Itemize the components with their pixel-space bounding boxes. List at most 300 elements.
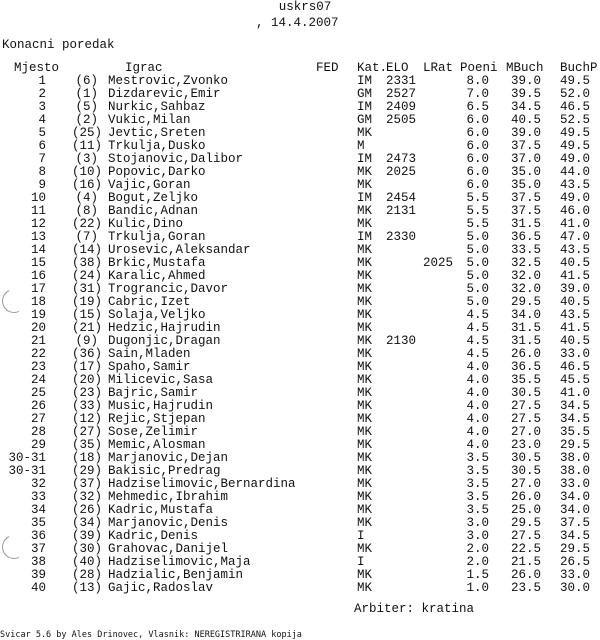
points-cell: 3.0 (466, 516, 489, 530)
player-name-cell: Bakisic,Predrag (108, 464, 221, 478)
column-header-row (0, 61, 598, 75)
start-number-cell: (36) (72, 347, 103, 361)
player-name-cell: Urosevic,Aleksandar (108, 243, 251, 257)
points-cell: 4.0 (466, 438, 489, 452)
player-name-cell: Solaja,Veljko (108, 308, 206, 322)
rank-cell: 16 (30, 269, 46, 283)
start-number-cell: (14) (72, 243, 103, 257)
elo-cell: 2527 (386, 87, 417, 101)
median-buchholz-cell: 35.5 (510, 373, 541, 387)
start-number-cell: (6) (75, 74, 98, 88)
elo-cell: 2409 (386, 100, 417, 114)
col-lrat-header: LRat (423, 61, 454, 75)
median-buchholz-cell: 34.0 (510, 308, 541, 322)
points-cell: 3.5 (466, 464, 489, 478)
category-cell: MK (357, 217, 373, 231)
buchholz-cell: 38.0 (560, 451, 591, 465)
start-number-cell: (24) (72, 269, 103, 283)
start-number-cell: (23) (72, 386, 103, 400)
rank-cell: 13 (30, 230, 46, 244)
rank-cell: 2 (38, 87, 46, 101)
start-number-cell: (38) (72, 256, 103, 270)
start-number-cell: (20) (72, 373, 103, 387)
start-number-cell: (16) (72, 178, 103, 192)
points-cell: 2.0 (466, 555, 489, 569)
category-cell: MK (357, 581, 373, 595)
rank-cell: 33 (30, 490, 46, 504)
col-rank-header: Mjesto (14, 61, 60, 75)
rank-cell: 5 (38, 126, 46, 140)
median-buchholz-cell: 25.0 (510, 503, 541, 517)
buchholz-cell: 33.0 (560, 347, 591, 361)
col-player-header: Igrac (125, 61, 163, 75)
buchholz-cell: 41.0 (560, 217, 591, 231)
points-cell: 5.5 (466, 191, 489, 205)
category-cell: MK (357, 451, 373, 465)
elo-cell: 2505 (386, 113, 417, 127)
player-name-cell: Rejic,Stjepan (108, 412, 206, 426)
rank-cell: 22 (30, 347, 46, 361)
points-cell: 6.0 (466, 113, 489, 127)
start-number-cell: (15) (72, 308, 103, 322)
start-number-cell: (25) (72, 126, 103, 140)
median-buchholz-cell: 26.0 (510, 347, 541, 361)
median-buchholz-cell: 40.5 (510, 113, 541, 127)
rank-cell: 30-31 (8, 464, 46, 478)
median-buchholz-cell: 31.5 (510, 321, 541, 335)
category-cell: MK (357, 126, 373, 140)
start-number-cell: (18) (72, 451, 103, 465)
start-number-cell: (4) (75, 191, 98, 205)
points-cell: 5.0 (466, 256, 489, 270)
buchholz-cell: 47.0 (560, 230, 591, 244)
median-buchholz-cell: 39.0 (510, 126, 541, 140)
rank-cell: 30-31 (8, 451, 46, 465)
category-cell: MK (357, 399, 373, 413)
median-buchholz-cell: 37.5 (510, 139, 541, 153)
col-buch-header: BuchP (560, 61, 598, 75)
rank-cell: 10 (30, 191, 46, 205)
buchholz-cell: 40.5 (560, 295, 591, 309)
category-cell: IM (357, 152, 373, 166)
rank-cell: 29 (30, 438, 46, 452)
buchholz-cell: 40.5 (560, 256, 591, 270)
rank-cell: 18 (30, 295, 46, 309)
category-cell: MK (357, 425, 373, 439)
start-number-cell: (2) (75, 113, 98, 127)
median-buchholz-cell: 32.0 (510, 282, 541, 296)
player-name-cell: Kadric,Denis (108, 529, 199, 543)
median-buchholz-cell: 27.0 (510, 425, 541, 439)
player-name-cell: Grahovac,Danijel (108, 542, 229, 556)
start-number-cell: (22) (72, 217, 103, 231)
player-name-cell: Marjanovic,Denis (108, 516, 229, 530)
category-cell: IM (357, 74, 373, 88)
start-number-cell: (30) (72, 542, 103, 556)
rank-cell: 7 (38, 152, 46, 166)
player-name-cell: Kadric,Mustafa (108, 503, 214, 517)
buchholz-cell: 49.0 (560, 152, 591, 166)
buchholz-cell: 44.0 (560, 165, 591, 179)
start-number-cell: (3) (75, 152, 98, 166)
points-cell: 4.5 (466, 334, 489, 348)
start-number-cell: (27) (72, 425, 103, 439)
median-buchholz-cell: 26.0 (510, 490, 541, 504)
elo-cell: 2130 (386, 334, 417, 348)
player-name-cell: Hedzic,Hajrudin (108, 321, 221, 335)
col-mbuch-header: MBuch (506, 61, 544, 75)
rank-cell: 34 (30, 503, 46, 517)
elo-cell: 2331 (386, 74, 417, 88)
player-name-cell: Kulic,Dino (108, 217, 184, 231)
buchholz-cell: 40.5 (560, 334, 591, 348)
player-name-cell: Dizdarevic,Emir (108, 87, 221, 101)
buchholz-cell: 29.5 (560, 438, 591, 452)
start-number-cell: (37) (72, 477, 103, 491)
buchholz-cell: 49.5 (560, 139, 591, 153)
category-cell: I (357, 529, 365, 543)
start-number-cell: (13) (72, 581, 103, 595)
category-cell: MK (357, 490, 373, 504)
rank-cell: 15 (30, 256, 46, 270)
median-buchholz-cell: 36.5 (510, 230, 541, 244)
category-cell: IM (357, 100, 373, 114)
buchholz-cell: 33.0 (560, 568, 591, 582)
median-buchholz-cell: 22.5 (510, 542, 541, 556)
col-points-header: Poeni (460, 61, 498, 75)
player-name-cell: Trkulja,Dusko (108, 139, 206, 153)
points-cell: 5.0 (466, 282, 489, 296)
tournament-title: uskrs07 (278, 0, 332, 14)
buchholz-cell: 34.0 (560, 503, 591, 517)
buchholz-cell: 43.5 (560, 243, 591, 257)
median-buchholz-cell: 35.0 (510, 178, 541, 192)
median-buchholz-cell: 21.5 (510, 555, 541, 569)
points-cell: 4.0 (466, 386, 489, 400)
buchholz-cell: 30.0 (560, 581, 591, 595)
median-buchholz-cell: 33.5 (510, 243, 541, 257)
player-name-cell: Bogut,Zeljko (108, 191, 199, 205)
category-cell: GM (357, 113, 373, 127)
points-cell: 4.0 (466, 399, 489, 413)
rank-cell: 23 (30, 360, 46, 374)
player-name-cell: Vajic,Goran (108, 178, 191, 192)
category-cell: MK (357, 308, 373, 322)
category-cell: IM (357, 191, 373, 205)
buchholz-cell: 43.5 (560, 178, 591, 192)
category-cell: MK (357, 373, 373, 387)
category-cell: MK (357, 568, 373, 582)
player-name-cell: Milicevic,Sasa (108, 373, 214, 387)
median-buchholz-cell: 32.5 (510, 256, 541, 270)
section-title: Konacni poredak (2, 38, 115, 52)
start-number-cell: (31) (72, 282, 103, 296)
points-cell: 7.0 (466, 87, 489, 101)
rank-cell: 21 (30, 334, 46, 348)
points-cell: 6.0 (466, 152, 489, 166)
category-cell: MK (357, 360, 373, 374)
buchholz-cell: 43.5 (560, 308, 591, 322)
points-cell: 5.0 (466, 230, 489, 244)
rank-cell: 3 (38, 100, 46, 114)
median-buchholz-cell: 27.0 (510, 477, 541, 491)
buchholz-cell: 34.0 (560, 490, 591, 504)
start-number-cell: (12) (72, 412, 103, 426)
median-buchholz-cell: 31.5 (510, 217, 541, 231)
player-name-cell: Hadziselimovic,Maja (108, 555, 251, 569)
player-name-cell: Karalic,Ahmed (108, 269, 206, 283)
buchholz-cell: 41.5 (560, 269, 591, 283)
median-buchholz-cell: 29.5 (510, 516, 541, 530)
median-buchholz-cell: 37.0 (510, 152, 541, 166)
category-cell: MK (357, 321, 373, 335)
rank-cell: 36 (30, 529, 46, 543)
start-number-cell: (10) (72, 165, 103, 179)
col-elo-header: ELO (386, 61, 409, 75)
points-cell: 6.0 (466, 139, 489, 153)
rank-cell: 20 (30, 321, 46, 335)
category-cell: MK (357, 516, 373, 530)
player-name-cell: Sain,Mladen (108, 347, 191, 361)
player-name-cell: Cabric,Izet (108, 295, 191, 309)
buchholz-cell: 29.5 (560, 542, 591, 556)
rank-cell: 24 (30, 373, 46, 387)
start-number-cell: (8) (75, 204, 98, 218)
local-rating-cell: 2025 (423, 256, 454, 270)
points-cell: 5.0 (466, 295, 489, 309)
points-cell: 1.5 (466, 568, 489, 582)
start-number-cell: (26) (72, 503, 103, 517)
category-cell: MK (357, 256, 373, 270)
rank-cell: 4 (38, 113, 46, 127)
buchholz-cell: 46.5 (560, 100, 591, 114)
median-buchholz-cell: 23.5 (510, 581, 541, 595)
points-cell: 6.0 (466, 165, 489, 179)
points-cell: 4.5 (466, 347, 489, 361)
points-cell: 3.5 (466, 477, 489, 491)
start-number-cell: (29) (72, 464, 103, 478)
start-number-cell: (28) (72, 568, 103, 582)
elo-cell: 2330 (386, 230, 417, 244)
points-cell: 3.0 (466, 529, 489, 543)
points-cell: 2.0 (466, 542, 489, 556)
rank-cell: 37 (30, 542, 46, 556)
arbiter-line: Arbiter: kratina (354, 602, 475, 616)
start-number-cell: (11) (72, 139, 103, 153)
elo-cell: 2025 (386, 165, 417, 179)
col-kat-header: Kat. (357, 61, 388, 75)
category-cell: MK (357, 334, 373, 348)
buchholz-cell: 49.5 (560, 74, 591, 88)
start-number-cell: (9) (75, 334, 98, 348)
start-number-cell: (33) (72, 399, 103, 413)
points-cell: 4.0 (466, 412, 489, 426)
player-name-cell: Brkic,Mustafa (108, 256, 206, 270)
player-name-cell: Nurkic,Sahbaz (108, 100, 206, 114)
category-cell: MK (357, 178, 373, 192)
buchholz-cell: 49.0 (560, 191, 591, 205)
player-name-cell: Bandic,Adnan (108, 204, 199, 218)
buchholz-cell: 37.5 (560, 516, 591, 530)
category-cell: MK (357, 165, 373, 179)
player-name-cell: Spaho,Samir (108, 360, 191, 374)
rank-cell: 9 (38, 178, 46, 192)
player-name-cell: Hadzialic,Benjamin (108, 568, 244, 582)
median-buchholz-cell: 37.5 (510, 204, 541, 218)
category-cell: MK (357, 243, 373, 257)
category-cell: MK (357, 477, 373, 491)
buchholz-cell: 38.0 (560, 464, 591, 478)
median-buchholz-cell: 23.0 (510, 438, 541, 452)
rank-cell: 32 (30, 477, 46, 491)
player-name-cell: Dugonjic,Dragan (108, 334, 221, 348)
median-buchholz-cell: 39.0 (510, 74, 541, 88)
median-buchholz-cell: 30.5 (510, 386, 541, 400)
col-fed-header: FED (316, 61, 339, 75)
rank-cell: 14 (30, 243, 46, 257)
player-name-cell: Jevtic,Sreten (108, 126, 206, 140)
software-footer: Svicar 5.6 by Ales Drinovec, Vlasnik: NEREGISTRIRANA kopija (0, 630, 302, 640)
buchholz-cell: 34.5 (560, 412, 591, 426)
points-cell: 5.5 (466, 204, 489, 218)
points-cell: 6.0 (466, 178, 489, 192)
points-cell: 3.5 (466, 503, 489, 517)
median-buchholz-cell: 27.5 (510, 412, 541, 426)
points-cell: 6.5 (466, 100, 489, 114)
buchholz-cell: 46.5 (560, 360, 591, 374)
player-name-cell: Sose,Zelimir (108, 425, 199, 439)
median-buchholz-cell: 31.5 (510, 334, 541, 348)
median-buchholz-cell: 37.5 (510, 191, 541, 205)
category-cell: MK (357, 503, 373, 517)
player-name-cell: Marjanovic,Dejan (108, 451, 229, 465)
median-buchholz-cell: 30.5 (510, 464, 541, 478)
median-buchholz-cell: 29.5 (510, 295, 541, 309)
start-number-cell: (7) (75, 230, 98, 244)
player-name-cell: Music,Hajrudin (108, 399, 214, 413)
start-number-cell: (1) (75, 87, 98, 101)
buchholz-cell: 52.0 (560, 87, 591, 101)
median-buchholz-cell: 34.5 (510, 100, 541, 114)
category-cell: GM (357, 87, 373, 101)
rank-cell: 1 (38, 74, 46, 88)
median-buchholz-cell: 30.5 (510, 451, 541, 465)
elo-cell: 2131 (386, 204, 417, 218)
category-cell: MK (357, 542, 373, 556)
median-buchholz-cell: 39.5 (510, 87, 541, 101)
points-cell: 5.0 (466, 243, 489, 257)
start-number-cell: (40) (72, 555, 103, 569)
points-cell: 1.0 (466, 581, 489, 595)
rank-cell: 19 (30, 308, 46, 322)
start-number-cell: (32) (72, 490, 103, 504)
player-name-cell: Mehmedic,Ibrahim (108, 490, 229, 504)
median-buchholz-cell: 36.5 (510, 360, 541, 374)
rank-cell: 8 (38, 165, 46, 179)
rank-cell: 6 (38, 139, 46, 153)
median-buchholz-cell: 26.0 (510, 568, 541, 582)
start-number-cell: (35) (72, 438, 103, 452)
player-name-cell: Trkulja,Goran (108, 230, 206, 244)
rank-cell: 28 (30, 425, 46, 439)
buchholz-cell: 39.0 (560, 282, 591, 296)
player-name-cell: Popovic,Darko (108, 165, 206, 179)
start-number-cell: (34) (72, 516, 103, 530)
points-cell: 3.5 (466, 451, 489, 465)
points-cell: 4.0 (466, 373, 489, 387)
median-buchholz-cell: 35.0 (510, 165, 541, 179)
buchholz-cell: 41.5 (560, 321, 591, 335)
category-cell: MK (357, 295, 373, 309)
buchholz-cell: 41.0 (560, 386, 591, 400)
category-cell: MK (357, 204, 373, 218)
buchholz-cell: 34.5 (560, 399, 591, 413)
category-cell: MK (357, 464, 373, 478)
buchholz-cell: 35.5 (560, 425, 591, 439)
points-cell: 3.5 (466, 490, 489, 504)
rank-cell: 26 (30, 399, 46, 413)
category-cell: MK (357, 282, 373, 296)
category-cell: MK (357, 347, 373, 361)
points-cell: 6.0 (466, 126, 489, 140)
start-number-cell: (17) (72, 360, 103, 374)
buchholz-cell: 34.5 (560, 529, 591, 543)
rank-cell: 17 (30, 282, 46, 296)
points-cell: 4.5 (466, 321, 489, 335)
buchholz-cell: 46.0 (560, 204, 591, 218)
rank-cell: 25 (30, 386, 46, 400)
rank-cell: 40 (30, 581, 46, 595)
buchholz-cell: 52.5 (560, 113, 591, 127)
rank-cell: 35 (30, 516, 46, 530)
points-cell: 5.5 (466, 217, 489, 231)
elo-cell: 2473 (386, 152, 417, 166)
rank-cell: 38 (30, 555, 46, 569)
tournament-date: , 14.4.2007 (256, 16, 339, 30)
player-name-cell: Trograncic,Davor (108, 282, 229, 296)
median-buchholz-cell: 27.5 (510, 399, 541, 413)
player-name-cell: Gajic,Radoslav (108, 581, 214, 595)
buchholz-cell: 49.5 (560, 126, 591, 140)
buchholz-cell: 33.0 (560, 477, 591, 491)
start-number-cell: (21) (72, 321, 103, 335)
player-name-cell: Bajric,Samir (108, 386, 199, 400)
points-cell: 8.0 (466, 74, 489, 88)
points-cell: 5.0 (466, 269, 489, 283)
category-cell: MK (357, 269, 373, 283)
rank-cell: 11 (30, 204, 46, 218)
start-number-cell: (19) (72, 295, 103, 309)
rank-cell: 27 (30, 412, 46, 426)
points-cell: 4.5 (466, 308, 489, 322)
category-cell: M (357, 139, 365, 153)
category-cell: MK (357, 438, 373, 452)
points-cell: 4.0 (466, 425, 489, 439)
category-cell: IM (357, 230, 373, 244)
rank-cell: 12 (30, 217, 46, 231)
buchholz-cell: 26.5 (560, 555, 591, 569)
player-name-cell: Mestrovic,Zvonko (108, 74, 229, 88)
median-buchholz-cell: 27.5 (510, 529, 541, 543)
rank-cell: 39 (30, 568, 46, 582)
player-name-cell: Hadziselimovic,Bernardina (108, 477, 296, 491)
elo-cell: 2454 (386, 191, 417, 205)
buchholz-cell: 45.5 (560, 373, 591, 387)
category-cell: MK (357, 412, 373, 426)
start-number-cell: (5) (75, 100, 98, 114)
category-cell: I (357, 555, 365, 569)
player-name-cell: Memic,Alosman (108, 438, 206, 452)
